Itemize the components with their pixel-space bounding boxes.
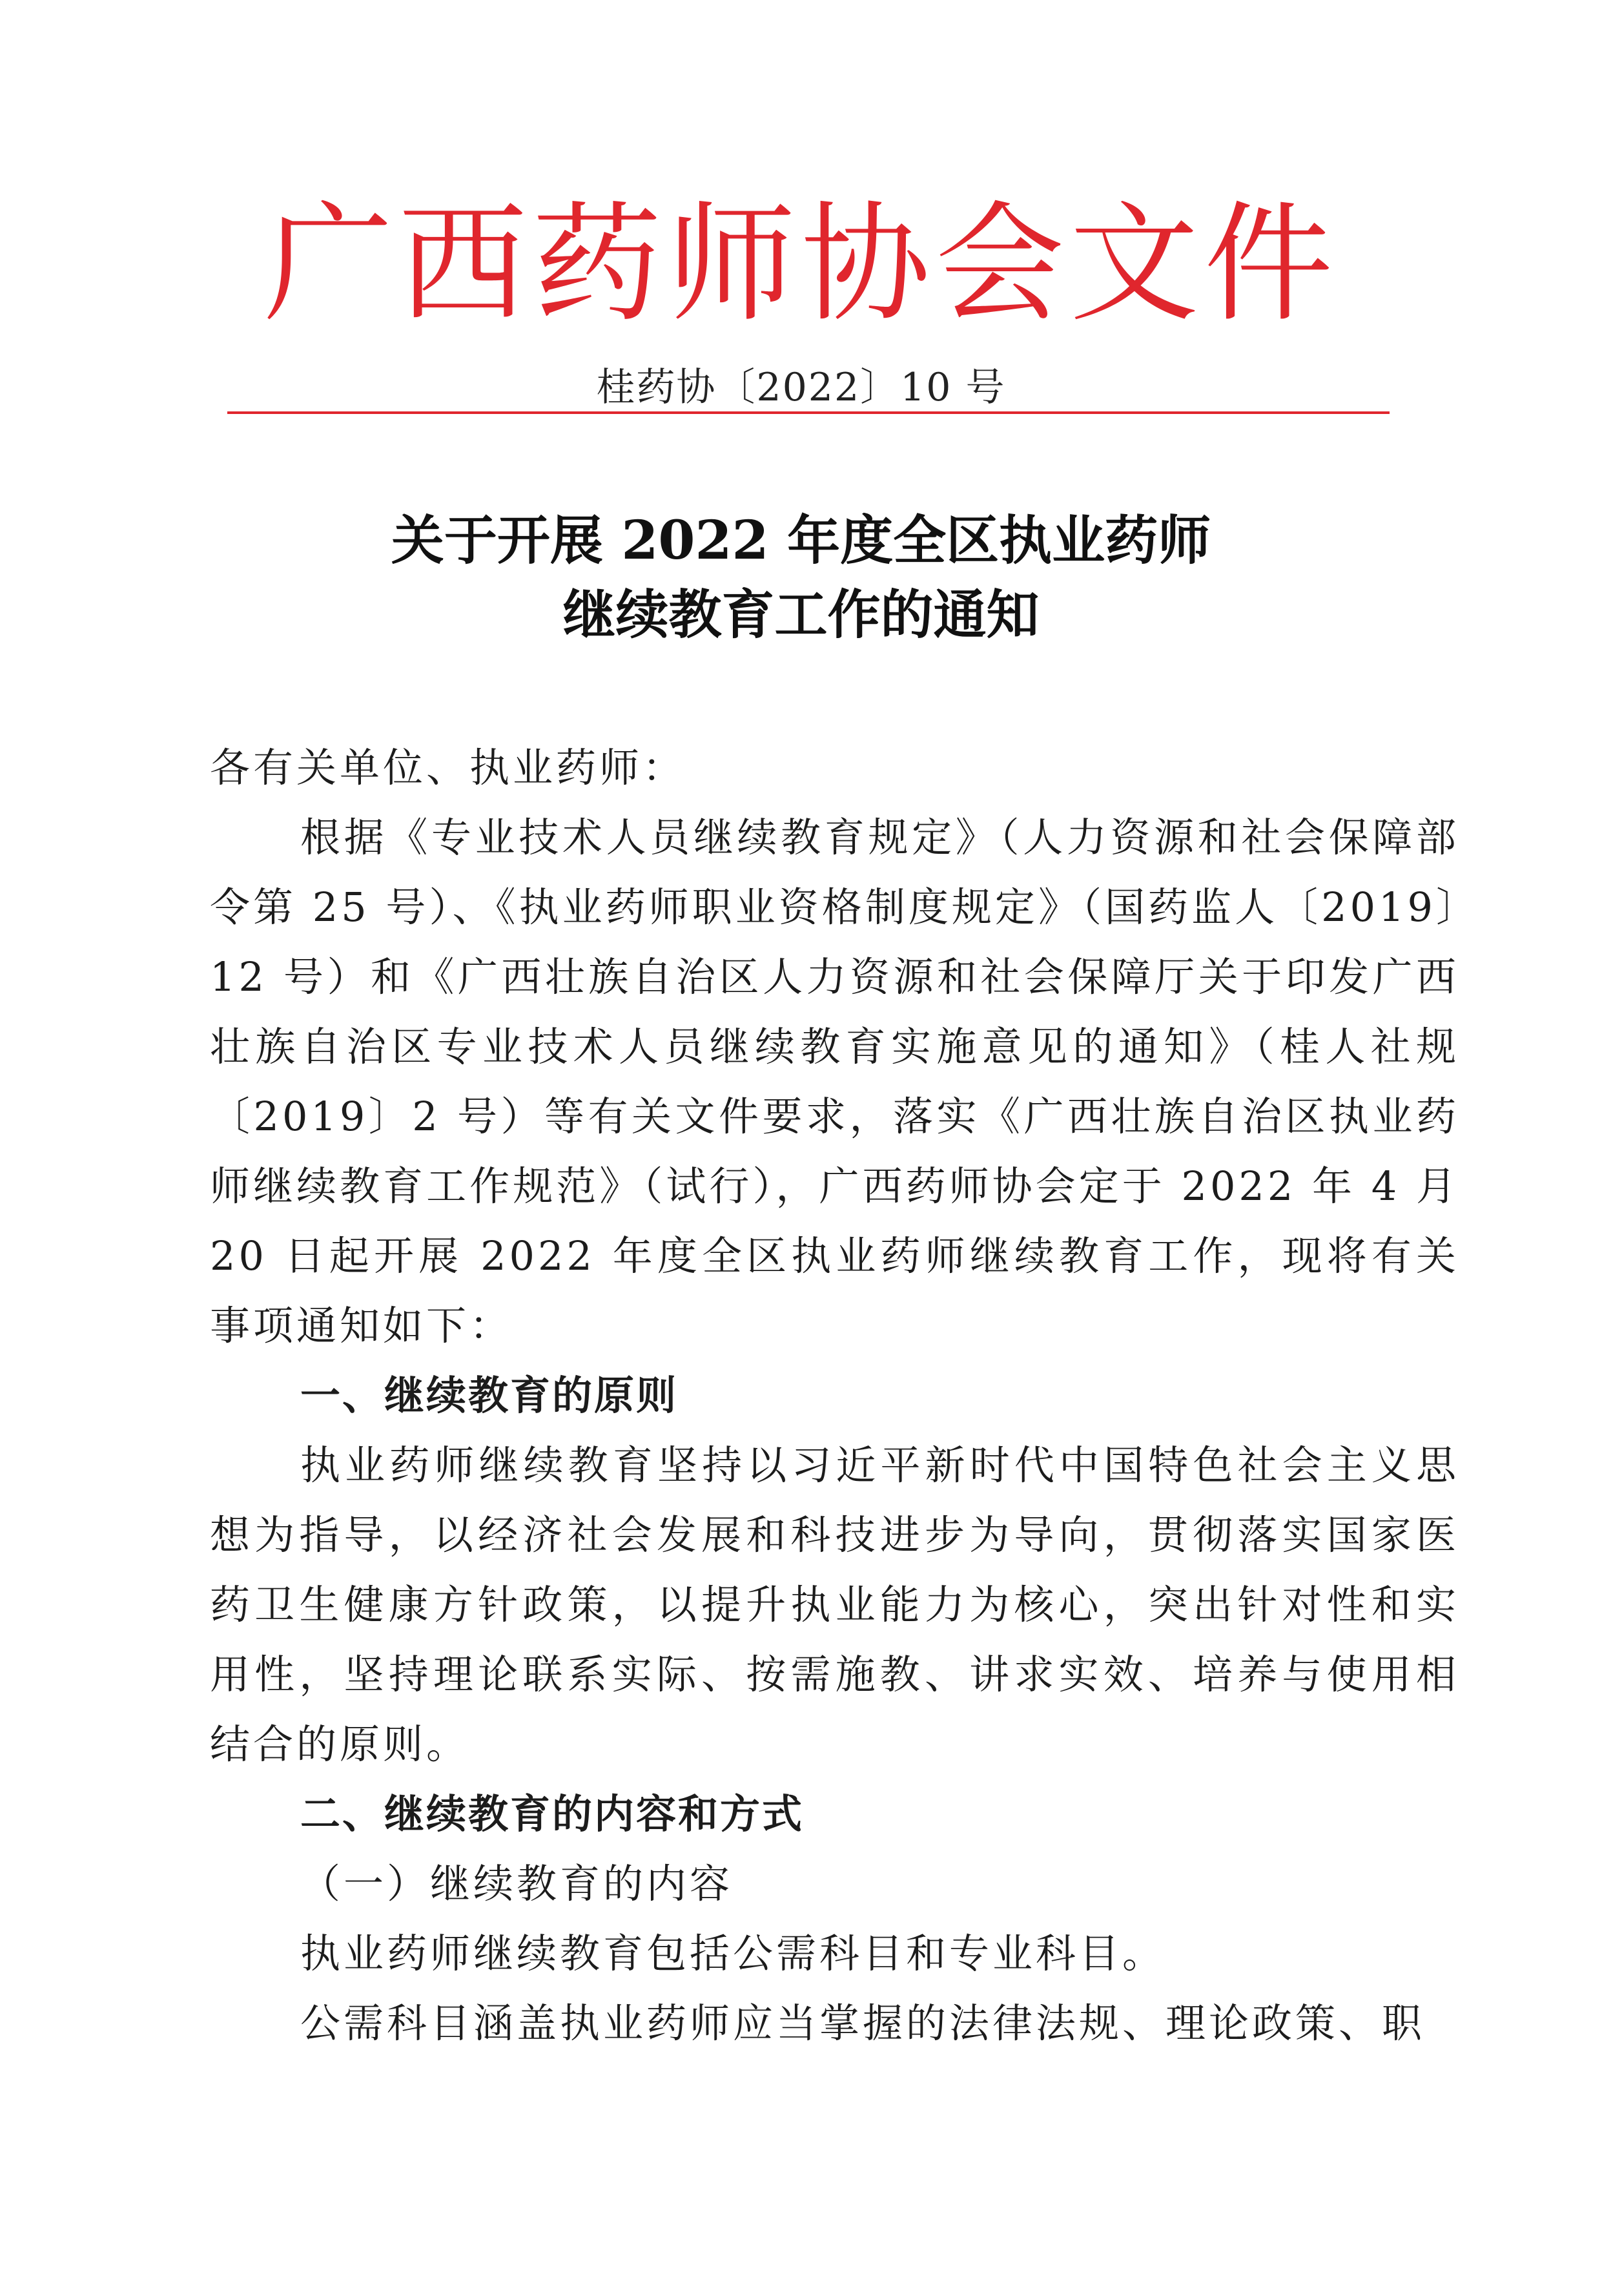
section-heading-2: 二、继续教育的内容和方式 bbox=[300, 1790, 805, 1837]
red-divider bbox=[227, 411, 1390, 414]
document-number: 桂药协〔2022〕10 号 bbox=[596, 365, 1006, 410]
paragraph-1: 根据《专业技术人员继续教育规定》（人力资源和社会保障部令第 25 号）、《执业药师职业资格制度规定》（国药监人〔2019〕12 号）和《广西壮族自治区人力资源和社会保障厅关于印发广西壮族自治区专业技术人员继续教育实施意见的通知》（桂人社规〔2019〕2 号）等有关文件要求，落实《广西壮族自治区执业药师继续教育工作规范》（试行），广西药师协会定于 2022 年 4 月 20 日起开展 2022 年度全区执业药师继续教育工作，现将有关事项通知如下： bbox=[210, 814, 1459, 1349]
subsection-heading-1: （一）继续教育的内容 bbox=[300, 1860, 734, 1907]
paragraph-4: 公需科目涵盖执业药师应当掌握的法律法规、理论政策、职 bbox=[300, 2000, 1426, 2047]
salutation: 各有关单位、执业药师： bbox=[210, 744, 686, 791]
paragraph-3: 执业药师继续教育包括公需科目和专业科目。 bbox=[300, 1930, 1166, 1977]
paragraph-2: 执业药师继续教育坚持以习近平新时代中国特色社会主义思想为指导，以经济社会发展和科技进步为导向，贯彻落实国家医药卫生健康方针政策，以提升执业能力为核心，突出针对性和实用性，坚持理论联系实际、按需施教、讲求实效、培养与使用相结合的原则。 bbox=[210, 1442, 1459, 1768]
section-heading-1: 一、继续教育的原则 bbox=[300, 1372, 679, 1419]
document-body bbox=[210, 733, 1459, 2058]
title-line-1: 关于开展 2022 年度全区执业药师 bbox=[391, 510, 1211, 572]
title-line-2: 继续教育工作的通知 bbox=[562, 584, 1040, 646]
org-title: 广西药师协会文件 bbox=[263, 189, 1339, 340]
notice-title bbox=[0, 504, 1602, 652]
